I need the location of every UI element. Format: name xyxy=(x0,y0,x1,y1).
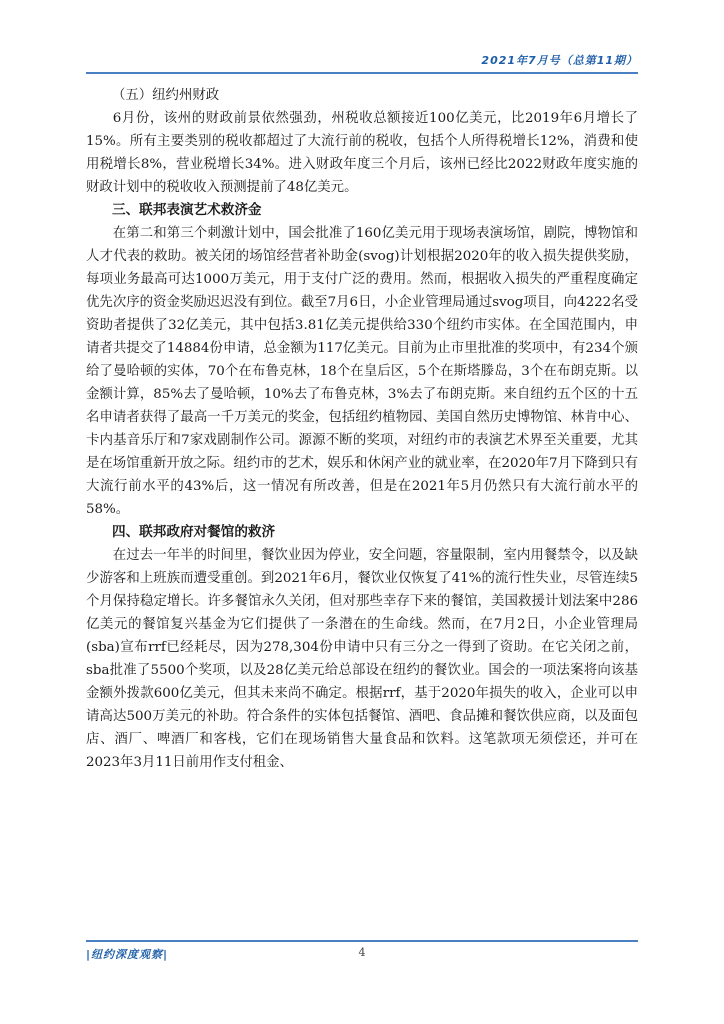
section-heading: 三、联邦表演艺术救济金 xyxy=(112,202,262,218)
header-divider xyxy=(86,72,638,74)
section-heading: 四、联邦政府对餐馆的救济 xyxy=(112,524,276,540)
page-number: 4 xyxy=(358,946,366,959)
footer-divider xyxy=(86,940,638,942)
subsection-heading: （五）纽约州财政 xyxy=(112,88,220,103)
paragraph: 6月份，该州的财政前景依然强劲，州税收总额接近100亿美元，比2019年6月增长了15%。所有主要类别的税收都超过了大流行前的税收，包括个人所得税增长12%，消费和使用税增长8%，营业税增长34%。进入财政年度三个月后，该州已经比2022财政年度实施的财政计划中的税收收入预测提前了48亿美元。 xyxy=(86,111,638,195)
page-body xyxy=(86,84,638,774)
paragraph: 在第二和第三个刺激计划中，国会批准了160亿美元用于现场表演场馆，剧院，博物馆和人才代表的救助。被关闭的场馆经营者补助金(svog)计划根据2020年的收入损失提供奖励，每项业务最高可达1000万美元，用于支付广泛的费用。然而，根据收入损失的严重程度确定优先次序的资金奖励迟迟没有到位。截至7月6日，小企业管理局通过svog项目，向4222名受资助者提供了32亿美元，其中包括3.81亿美元提供给330个纽约市实体。在全国范围内，申请者共提交了14884份申请，总金额为117亿美元。目前为止市里批准的奖项中，有234个颁给了曼哈顿的实体，70个在布鲁克林，18个在皇后区，5个在斯塔滕岛，3个在布朗克斯。以金额计算，85%去了曼哈顿，10%去了布鲁克林，3%去了布朗克斯。来自纽约五个区的十五名申请者获得了最高一千万美元的奖金，包括纽约植物园、美国自然历史博物馆、林肯中心、卡内基音乐厅和7家戏剧制作公司。源源不断的奖项，对纽约市的表演艺术界至关重要，尤其是在场馆重新开放之际。纽约市的艺术，娱乐和休闲产业的就业率，在2020年7月下降到只有大流行前水平的43%后，这一情况有所改善，但是在2021年5月仍然只有大流行前水平的58%。 xyxy=(86,226,638,517)
footer-publication-name: |纽约深度观察| xyxy=(86,948,169,961)
paragraph: 在过去一年半的时间里，餐饮业因为停业，安全问题，容量限制，室内用餐禁令，以及缺少游客和上班族而遭受重创。到2021年6月，餐饮业仅恢复了41%的流行性失业，尽管连续5个月保持稳定增长。许多餐馆永久关闭，但对那些幸存下来的餐馆，美国救援计划法案中286亿美元的餐馆复兴基金为它们提供了一条潜在的生命线。然而，在7月2日，小企业管理局(sba)宣布rrf已经耗尽，因为278,304份申请中只有三分之一得到了资助。在它关闭之前，sba批准了5500个奖项，以及28亿美元给总部设在纽约的餐饮业。国会的一项法案将向该基金额外拨款600亿美元，但其未来尚不确定。根据rrf，基于2020年损失的收入，企业可以申请高达500万美元的补助。符合条件的实体包括餐馆、酒吧、食品摊和餐饮供应商，以及面包店、酒厂、啤酒厂和客栈，它们在现场销售大量食品和饮料。这笔款项无须偿还，并可在2023年3月11日前用作支付租金、 xyxy=(86,548,638,770)
issue-label: 2021年7月号（总第11期） xyxy=(481,54,638,67)
